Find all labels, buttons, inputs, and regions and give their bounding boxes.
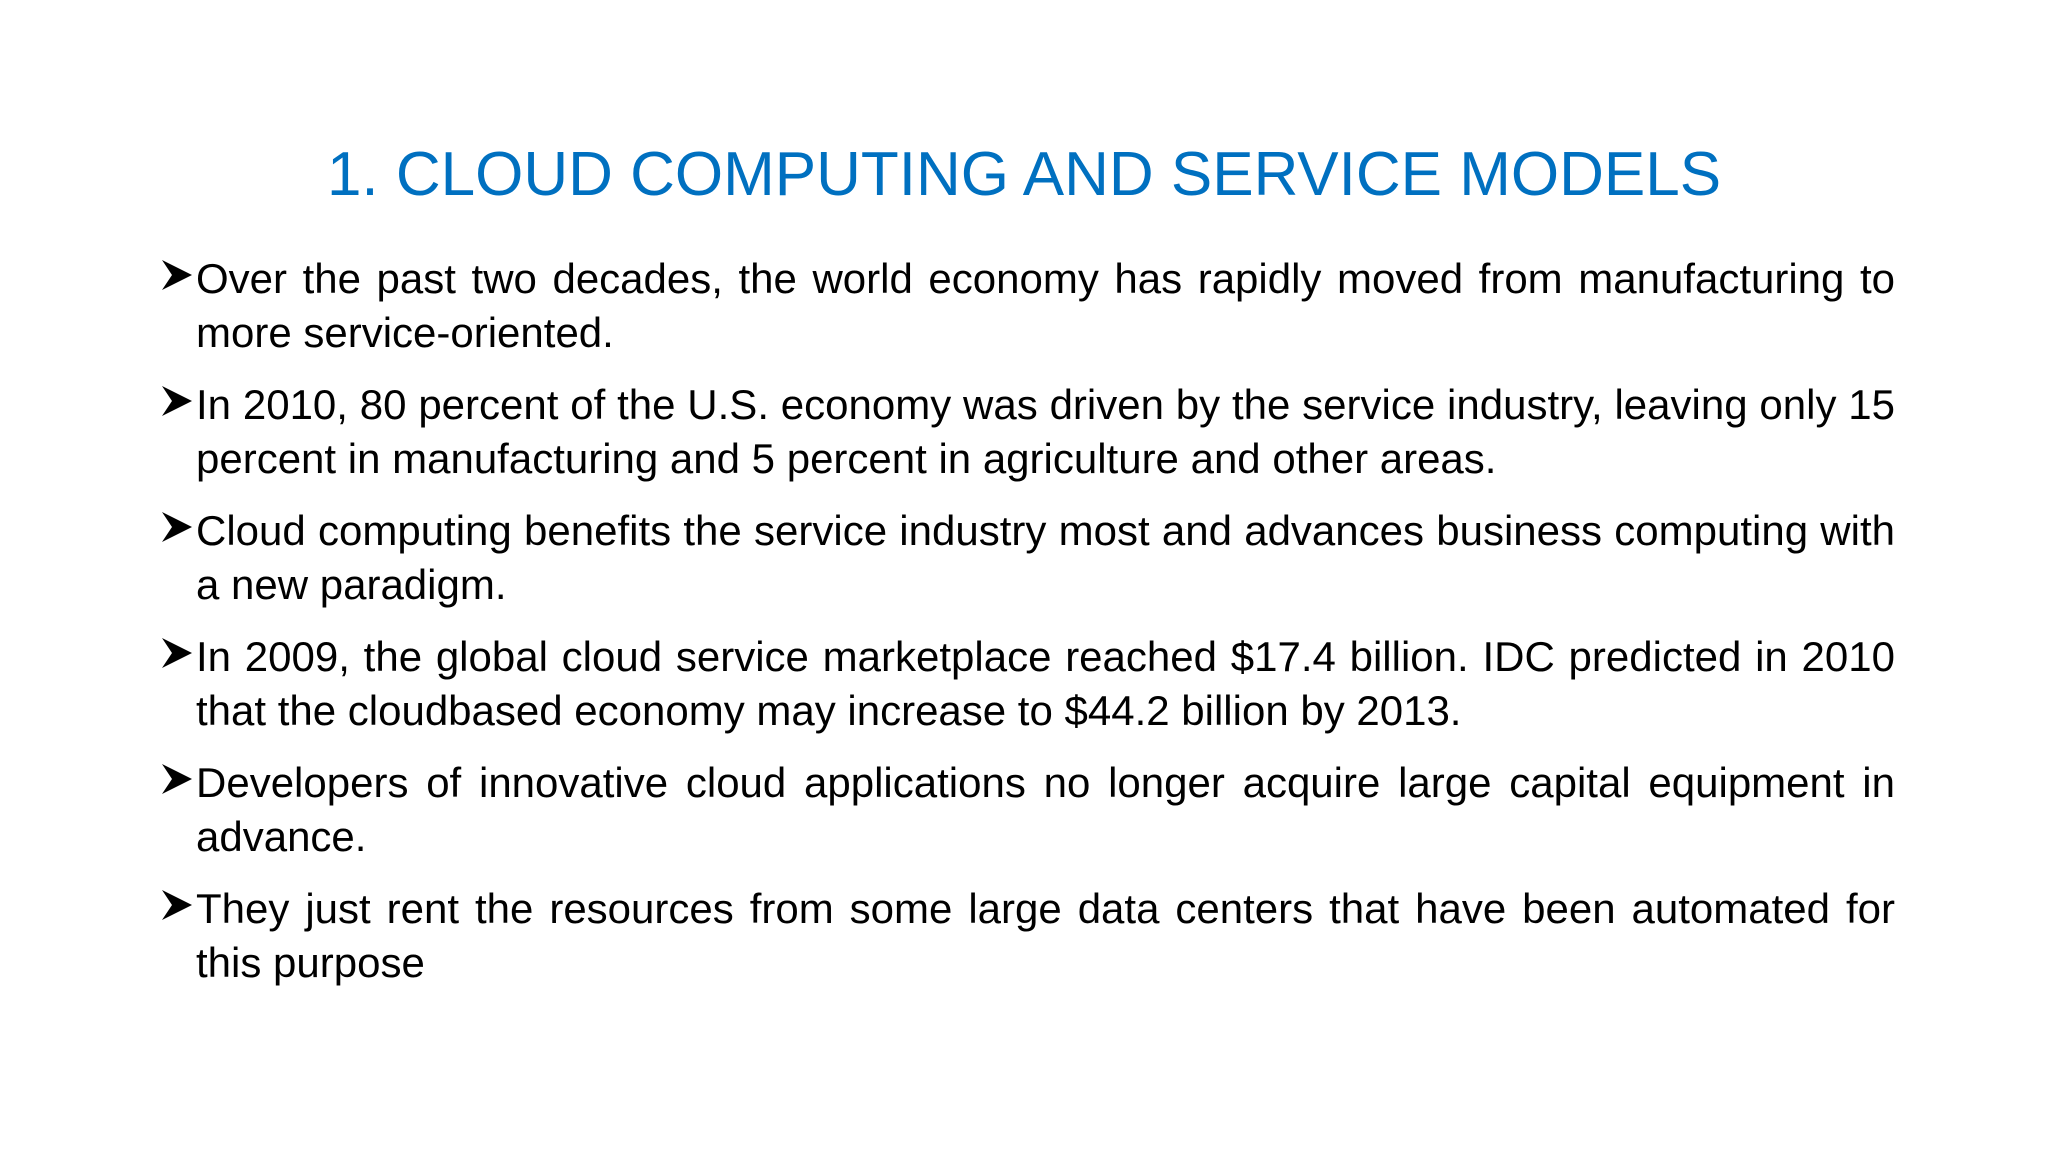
bullet-text: Cloud computing benefits the service industry most and advances business computing with a new paradigm. xyxy=(196,507,1895,608)
bullet-text: Over the past two decades, the world economy has rapidly moved from manufacturing to more service-oriented. xyxy=(196,255,1895,356)
bullet-item xyxy=(160,630,1895,738)
bullet-item xyxy=(160,252,1895,360)
bullet-text: In 2009, the global cloud service marketplace reached $17.4 billion. IDC predicted in 2010 that the cloudbased economy may increase to $44.2 billion by 2013. xyxy=(196,633,1895,734)
arrowhead-bullet-icon xyxy=(160,882,196,936)
arrowhead-bullet-icon xyxy=(160,756,196,810)
bullet-item xyxy=(160,882,1895,990)
bullet-text: They just rent the resources from some large data centers that have been automated for this purpose xyxy=(196,885,1895,986)
bullet-item xyxy=(160,756,1895,864)
slide-title: 1. CLOUD COMPUTING AND SERVICE MODELS xyxy=(326,140,1722,209)
arrowhead-bullet-icon xyxy=(160,504,196,558)
arrowhead-bullet-icon xyxy=(160,378,196,432)
bullet-item xyxy=(160,378,1895,486)
bullet-list xyxy=(160,252,1895,1008)
bullet-item xyxy=(160,504,1895,612)
bullet-text: Developers of innovative cloud applications no longer acquire large capital equipment in advance. xyxy=(196,759,1895,860)
arrowhead-bullet-icon xyxy=(160,630,196,684)
bullet-text: In 2010, 80 percent of the U.S. economy was driven by the service industry, leaving only 15 percent in manufacturing and 5 percent in agriculture and other areas. xyxy=(196,381,1895,482)
arrowhead-bullet-icon xyxy=(160,252,196,306)
